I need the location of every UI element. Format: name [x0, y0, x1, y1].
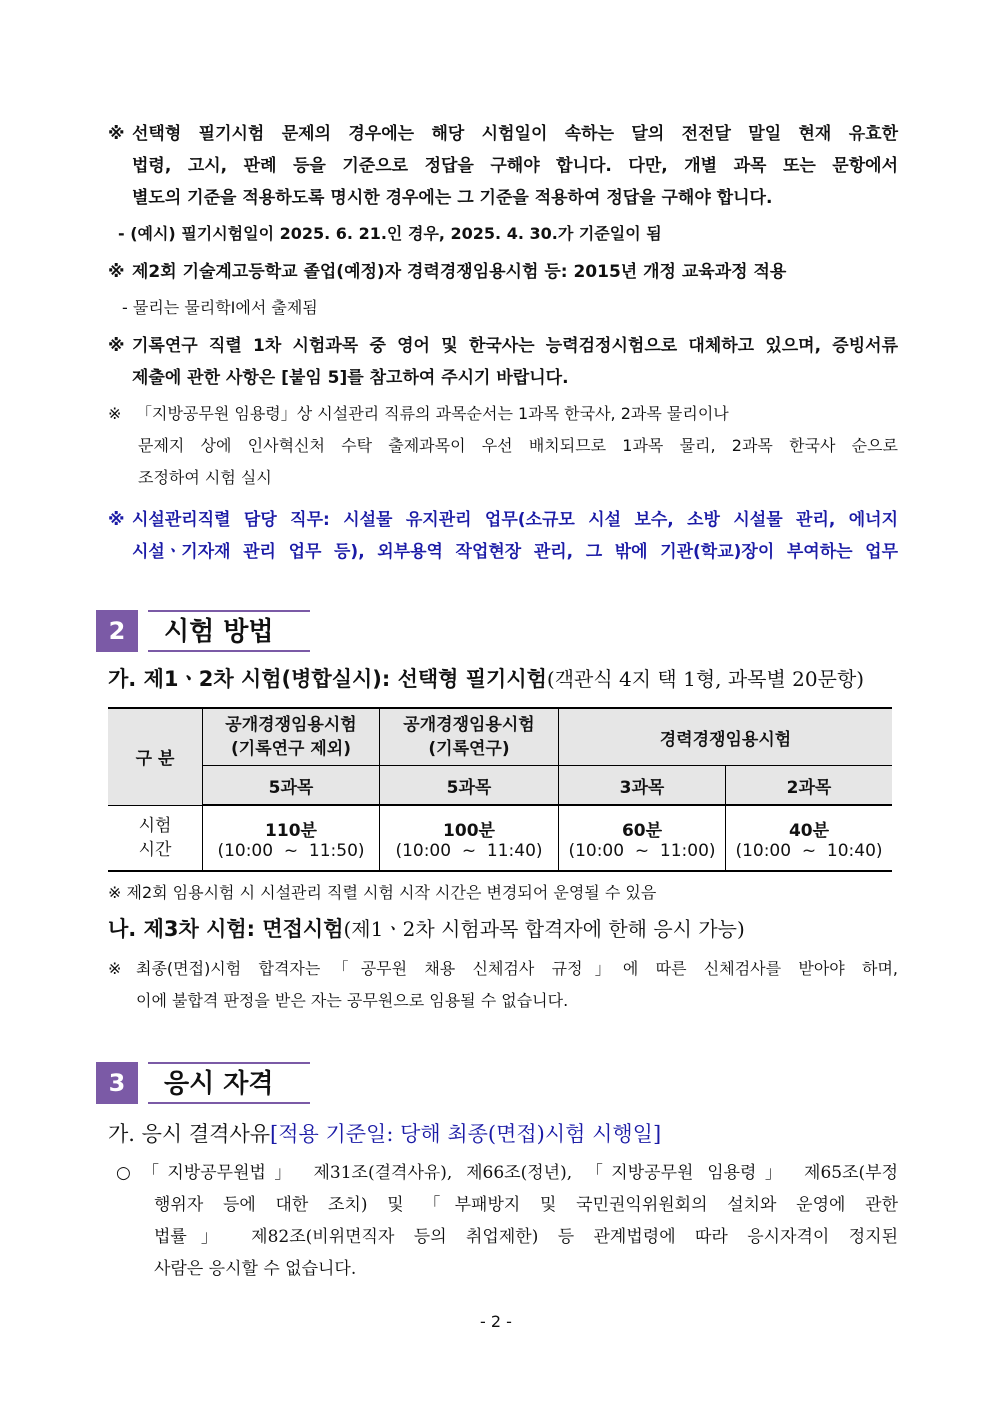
- para-line: 사람은 응시할 수 없습니다.: [154, 1259, 357, 1279]
- note-line: 시설ㆍ기자재 관리 업무 등), 외부용역 작업현장 관리, 그 밖에 기관(학교)장이 부여하는 업무: [132, 542, 898, 562]
- note-records-research: [108, 330, 898, 394]
- table-header: 공개경쟁임용시험 (기록연구): [380, 708, 559, 766]
- note-line: 별도의 기준을 적용하도록 명시한 경우에는 그 기준을 적용하여 정답을 구해야 합니다.: [132, 188, 773, 208]
- para-line: 행위자 등에 대한 조치) 및 「부패방지 및 국민권익위원회의 설치와 운영에 관한: [154, 1195, 898, 1215]
- note-example: - (예시) 필기시험일이 2025. 6. 21.인 경우, 2025. 4. 30.가 기준일이 됨: [118, 224, 662, 243]
- subheading-label: 가. 응시 결격사유: [108, 1122, 271, 1146]
- note-curriculum: [108, 256, 898, 288]
- reference-mark: ※: [108, 510, 125, 530]
- reference-mark: ※: [108, 336, 125, 356]
- note-line: 문제지 상에 인사혁신처 수탁 출제과목이 우선 배치되므로 1과목 물리, 2과목 한국사 순으로: [138, 436, 898, 455]
- table-cell-time: [203, 805, 380, 871]
- table-subject-count: 5과목: [380, 766, 559, 806]
- note-physical-exam: [108, 953, 898, 1017]
- section-title: 시험 방법: [148, 610, 310, 652]
- para-line: 「지방공무원법」 제31조(결격사유), 제66조(정년), 「지방공무원 임용령」 제65조(부정: [142, 1163, 898, 1183]
- exam-duration: 100분: [443, 820, 495, 841]
- exam-time-range: (10:00 ~ 10:40): [735, 840, 883, 861]
- exam-duration: 110분: [265, 820, 317, 841]
- note-physics: - 물리는 물리학Ⅰ에서 출제됨: [122, 298, 318, 317]
- exam-duration: 40분: [788, 820, 830, 841]
- note-line: 제출에 관한 사항은 [붙임 5]를 참고하여 주시기 바랍니다.: [132, 368, 569, 388]
- section-number: 3: [96, 1062, 138, 1104]
- table-cell-time: [380, 805, 559, 871]
- subheading-detail: (제1ㆍ2차 시험과목 합격자에 한해 응시 가능): [343, 917, 745, 941]
- reference-mark: ※: [108, 404, 122, 423]
- bullet-circle: ○: [116, 1163, 131, 1183]
- table-row-label: 시험 시간: [108, 805, 203, 871]
- table-subject-count: 2과목: [726, 766, 893, 806]
- exam-time-range: (10:00 ~ 11:50): [217, 840, 365, 861]
- note-line: 기록연구 직렬 1차 시험과목 중 영어 및 한국사는 능력검정시험으로 대체하고 있으며, 증빙서류: [132, 336, 898, 356]
- subheading-disqualification: [108, 1119, 661, 1149]
- note-line: 선택형 필기시험 문제의 경우에는 해당 시험일이 속하는 달의 전전달 말일 현재 유효한: [132, 124, 898, 144]
- note-subject-order: [108, 398, 898, 494]
- exam-schedule-table: [108, 707, 892, 872]
- table-header: 경력경쟁임용시험: [559, 708, 893, 766]
- note-line: 제2회 기술계고등학교 졸업(예정)자 경력경쟁임용시험 등: 2015년 개정 교육과정 적용: [132, 262, 787, 282]
- exam-duration: 60분: [621, 820, 663, 841]
- note-line: 「지방공무원 임용령」상 시설관리 직류의 과목순서는 1과목 한국사, 2과목 물리이나: [136, 404, 729, 423]
- subheading-interview: [108, 914, 745, 944]
- page-number: - 2 -: [480, 1312, 512, 1331]
- subheading-bold: 가. 제1ㆍ2차 시험(병합실시): 선택형 필기시험: [108, 667, 547, 691]
- table-cell-time: [726, 805, 893, 871]
- reference-mark: ※: [108, 959, 122, 978]
- note-facility-duties: [108, 504, 898, 568]
- note-line: 최종(면접)시험 합격자는「공무원 채용 신체검사 규정」에 따른 신체검사를 받아야 하며,: [136, 959, 898, 978]
- table-header: 공개경쟁임용시험 (기록연구 제외): [203, 708, 380, 766]
- note-exam-criteria: [108, 118, 898, 214]
- note-line: 조정하여 시험 실시: [138, 468, 272, 487]
- subheading-detail: (객관식 4지 택 1형, 과목별 20문항): [546, 667, 865, 691]
- table-subject-count: 5과목: [203, 766, 380, 806]
- table-subject-count: 3과목: [559, 766, 726, 806]
- para-line: 법률」 제82조(비위면직자 등의 취업제한) 등 관계법령에 따라 응시자격이 정지된: [154, 1227, 898, 1247]
- note-line: 법령, 고시, 판례 등을 기준으로 정답을 구해야 합니다. 다만, 개별 과목 또는 문항에서: [132, 156, 898, 176]
- note-line: 이에 불합격 판정을 받은 자는 공무원으로 임용될 수 없습니다.: [136, 991, 569, 1010]
- section-title: 응시 자격: [148, 1062, 310, 1104]
- exam-time-range: (10:00 ~ 11:40): [395, 840, 543, 861]
- note-line: 시설관리직렬 담당 직무: 시설물 유지관리 업무(소규모 시설 보수, 소방 시설물 관리, 에너지: [132, 510, 898, 530]
- reference-mark: ※: [108, 262, 125, 282]
- table-header-category: 구 분: [108, 708, 203, 805]
- subheading-written-exam: [108, 664, 864, 694]
- section-number: 2: [96, 610, 138, 652]
- exam-time-range: (10:00 ~ 11:00): [568, 840, 716, 861]
- subheading-bold: 나. 제3차 시험: 면접시험: [108, 917, 344, 941]
- subheading-criteria-date: [적용 기준일: 당해 최종(면접)시험 시행일]: [270, 1122, 662, 1146]
- reference-mark: ※: [108, 124, 125, 144]
- table-cell-time: [559, 805, 726, 871]
- table-note: ※ 제2회 임용시험 시 시설관리 직렬 시험 시작 시간은 변경되어 운영될 수 있음: [108, 883, 657, 902]
- disqualification-paragraph: [108, 1157, 898, 1285]
